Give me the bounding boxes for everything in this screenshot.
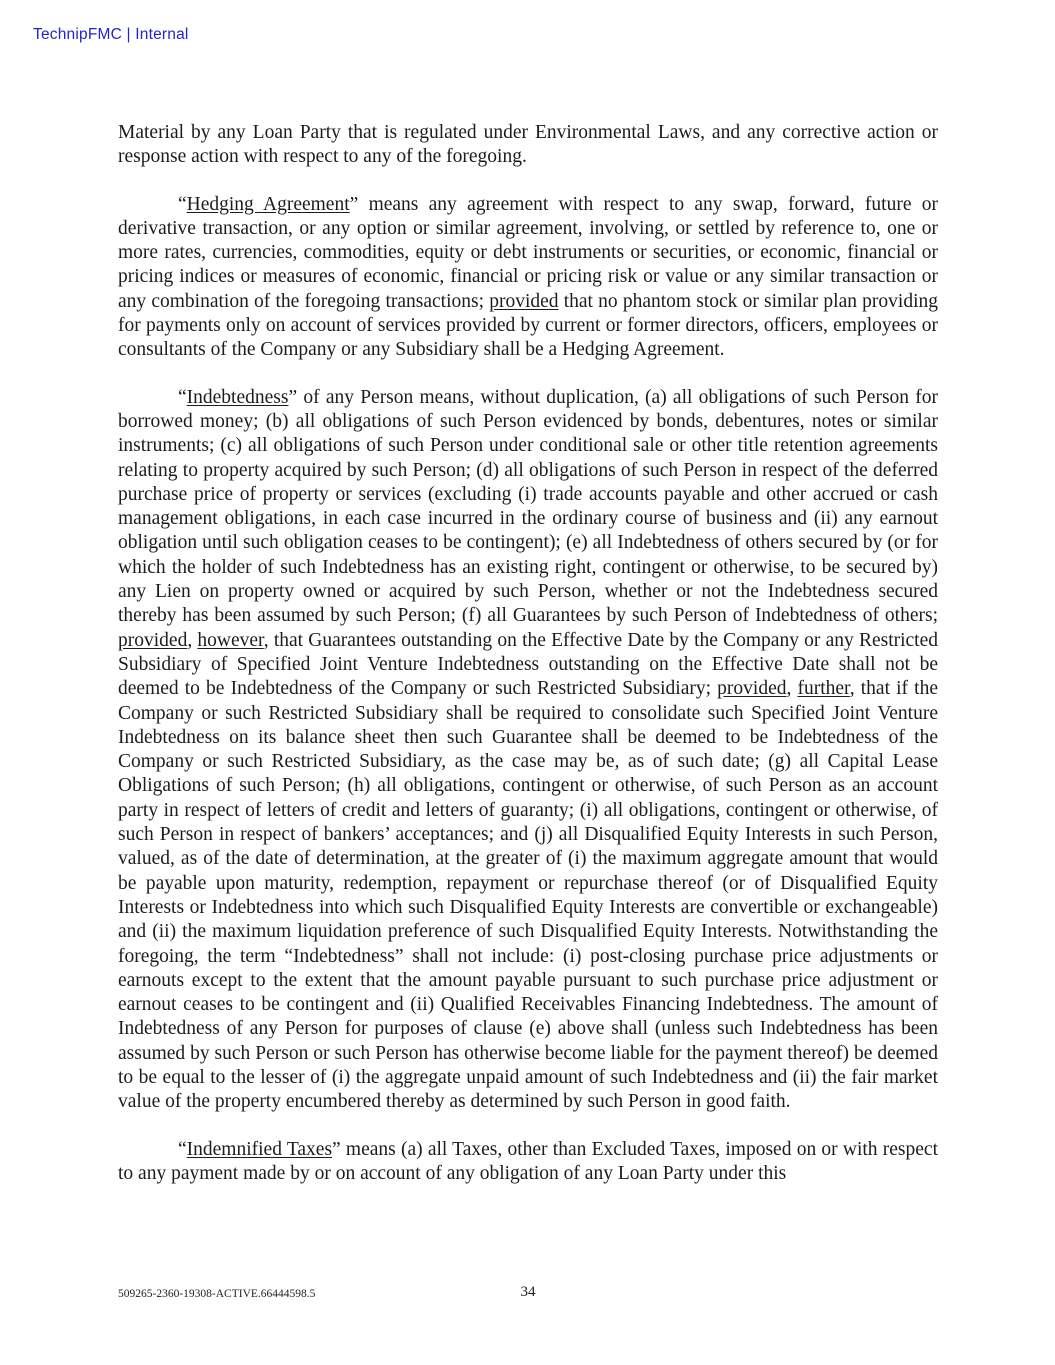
body-text: , — [786, 678, 798, 700]
paragraph-indebtedness-definition — [118, 386, 938, 1115]
document-body — [118, 121, 938, 1209]
body-text: ” means (a) all Taxes, other than Excluded Taxes, imposed on or with respect to any payment made by or on account of any obligation of any Loan Party under this — [118, 1138, 938, 1184]
defined-term: Indemnified Taxes — [186, 1138, 333, 1160]
defined-term: Indebtedness — [186, 386, 289, 408]
paragraph-hedging-agreement-definition — [118, 193, 938, 363]
body-text: “ — [178, 386, 187, 408]
body-text: that no phantom stock or similar plan providing for payments only on account of services provided by current or former directors, officers, employees or consultants of the Company or any Subsidiary shall be a Hedging Agreement. — [118, 290, 938, 361]
body-text: , — [187, 629, 198, 651]
footer-document-number: 509265-2360-19308-ACTIVE.66444598.5 — [118, 1288, 316, 1300]
corporate-classification-header: TechnipFMC | Internal — [33, 26, 189, 43]
body-text: “ — [178, 193, 187, 215]
footer-page-number: 34 — [520, 1284, 536, 1300]
defined-term: provided — [717, 678, 787, 700]
paragraph-continuation — [118, 121, 938, 170]
defined-term: Hedging Agreement — [186, 193, 350, 215]
paragraph-indemnified-taxes-definition — [118, 1138, 938, 1187]
body-text: Material by any Loan Party that is regulated under Environmental Laws, and any corrective action or response action with respect to any of the foregoing. — [118, 122, 938, 168]
body-text: , that Guarantees outstanding on the Effective Date by the Company or any Restricted Subsidiary of Specified Joint Venture Indebtedness outstanding on the Effective Date shall not be deemed to be Indebtedness of the Company or such Restricted Subsidiary; — [118, 629, 939, 700]
defined-term: further — [797, 678, 850, 700]
body-text: “ — [178, 1138, 187, 1160]
defined-term: however — [197, 629, 264, 651]
body-text: ” of any Person means, without duplication, (a) all obligations of such Person for borrowed money; (b) all obligations of such Person evidenced by bonds, debentures, notes or similar instruments; (c) all obligations of such Person under conditional sale or other title retention agreements relating to property acquired by such Person; (d) all obligations of such Person in respect of the deferred purchase price of property or services (excluding (i) trade accounts payable and other accrued or cash management obligations, in each case incurred in the ordinary course of business and (ii) any earnout obligation until such obligation ceases to be contingent); (e) all Indebtedness of others secured by (or for which the holder of such Indebtedness has an existing right, contingent or otherwise, to be secured by) any Lien on property owned or acquired by such Person, whether or not the Indebtedness secured thereby has been assumed by such Person; (f) all Guarantees by such Person of Indebtedness of others; — [118, 386, 938, 627]
body-text: , that if the Company or such Restricted Subsidiary shall be required to consolidate such Specified Joint Venture Indebtedness on its balance sheet then such Guarantee shall be deemed to be Indebtedness of the Company or such Restricted Subsidiary, as the case may be, as of such date; (g) all Capital Lease Obligations of such Person; (h) all obligations, contingent or otherwise, of such Person as an account party in respect of letters of credit and letters of guaranty; (i) all obligations, contingent or otherwise, of such Person in respect of bankers’ acceptances; and (j) all Disqualified Equity Interests in such Person, valued, as of the date of determination, at the greater of (i) the maximum aggregate amount that would be payable upon maturity, redemption, repayment or repurchase thereof (or of Disqualified Equity Interests or Indebtedness into which such Disqualified Equity Interests are convertible or exchangeable) and (ii) the maximum liquidation preference of such Disqualified Equity Interests. Notwithstanding the foregoing, the term “Indebtedness” shall not include: (i) post-closing purchase price adjustments or earnouts except to the extent that the amount payable pursuant to such purchase price adjustment or earnout ceases to be contingent and (ii) Qualified Receivables Financing Indebtedness. The amount of Indebtedness of any Person for purposes of clause (e) above shall (unless such Indebtedness has been assumed by such Person or such Person has otherwise become liable for the payment thereof) be deemed to be equal to the lesser of (i) the aggregate unpaid amount of such Indebtedness and (ii) the fair market value of the property encumbered thereby as determined by such Person in good faith. — [118, 678, 938, 1113]
defined-term: provided — [489, 290, 559, 312]
defined-term: provided — [118, 629, 188, 651]
body-text: ” means any agreement with respect to any swap, forward, future or derivative transaction, or any option or similar agreement, involving, or settled by reference to, one or more rates, currencies, commodities, equity or debt instruments or securities, or economic, financial or pricing indices or measures of economic, financial or pricing risk or value or any similar transaction or any combination of the foregoing transactions; — [118, 193, 938, 312]
